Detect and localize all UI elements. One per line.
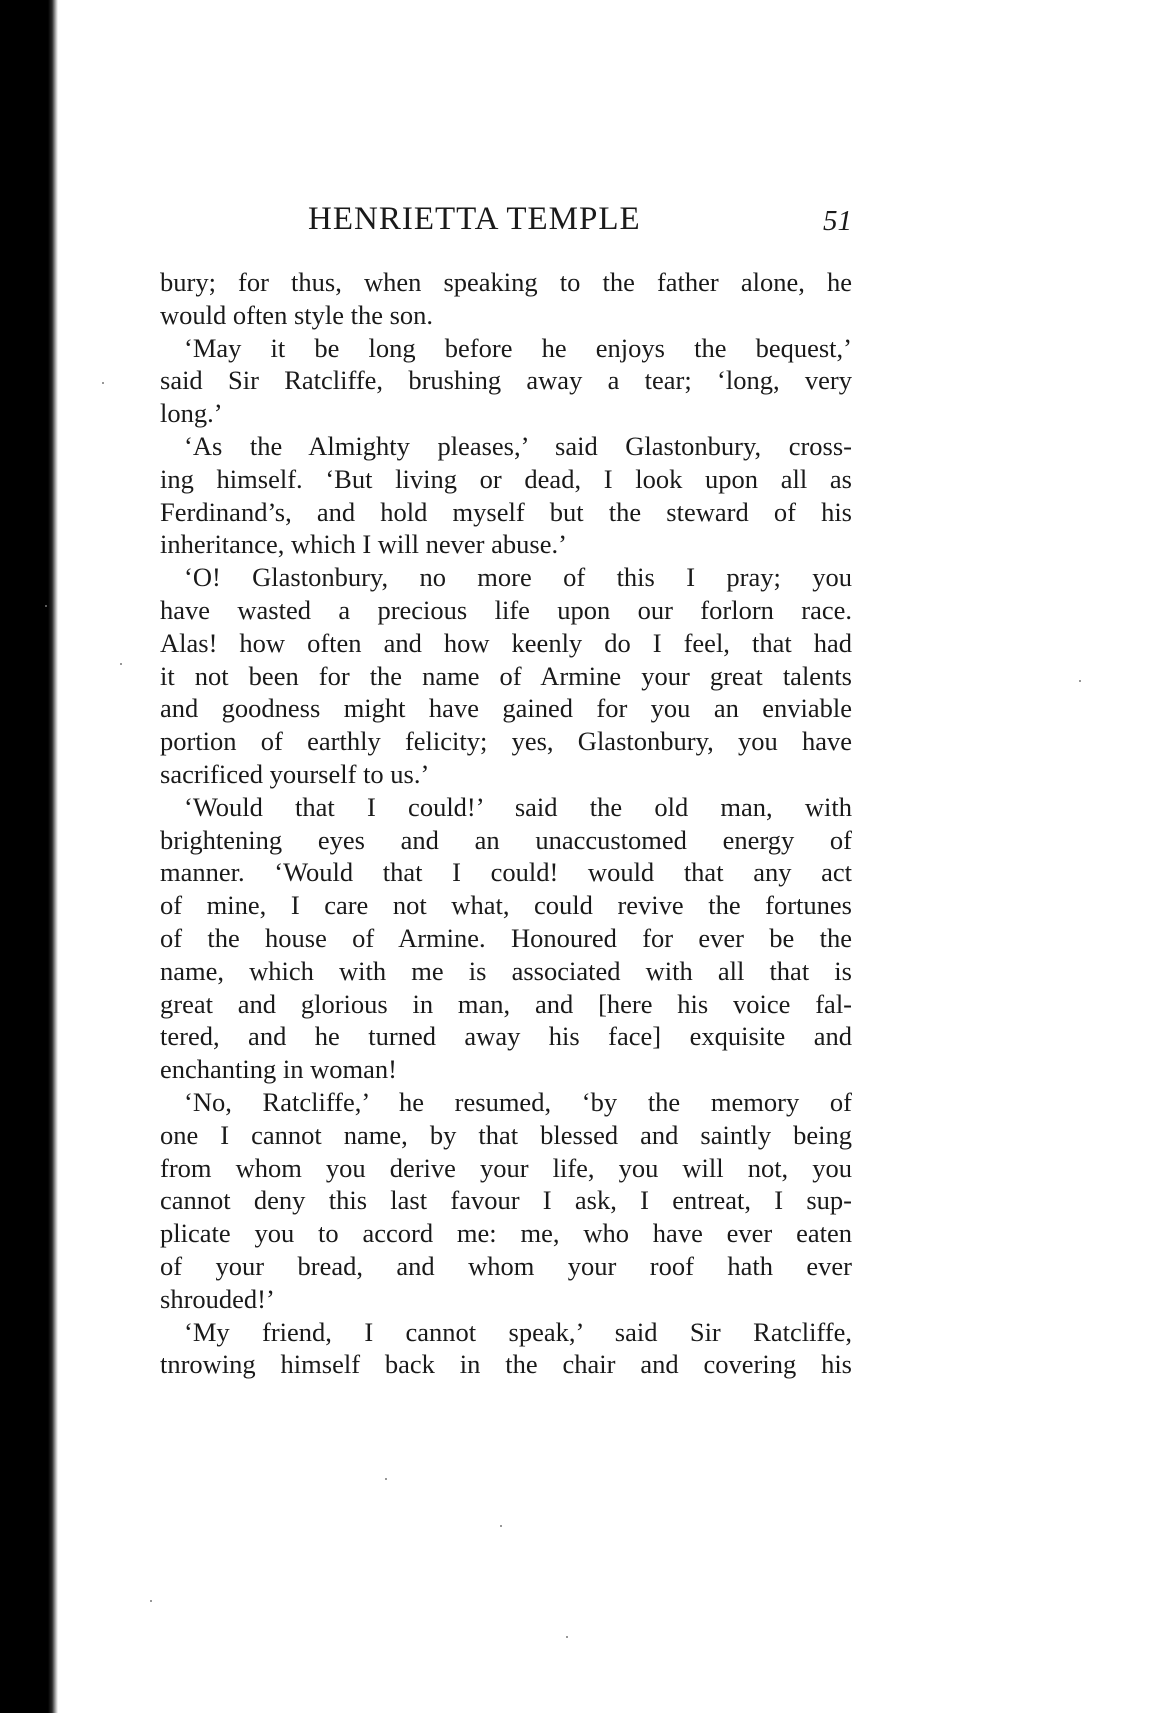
print-speck <box>566 1636 568 1638</box>
text-line: and goodness might have gained for you an enviable <box>160 693 852 724</box>
text-line: would often style the son. <box>160 299 434 330</box>
text-line: ‘Would that I could!’ said the old man, with <box>184 791 852 822</box>
running-title: HENRIETTA TEMPLE <box>308 201 641 237</box>
text-line: said Sir Ratcliffe, brushing away a tear; ‘long, very <box>160 365 852 396</box>
text-line: portion of earthly felicity; yes, Glastonbury, you have <box>160 726 852 757</box>
text-line: enchanting in woman! <box>160 1054 397 1085</box>
text-line: Alas! how often and how keenly do I feel, that had <box>160 627 852 658</box>
text-line: ‘As the Almighty pleases,’ said Glastonbury, cross- <box>184 430 852 461</box>
text-line: tnrowing himself back in the chair and covering his <box>160 1349 852 1380</box>
text-line: it not been for the name of Armine your great talents <box>160 660 852 691</box>
text-line: shrouded!’ <box>160 1283 275 1314</box>
print-speck <box>385 1478 387 1480</box>
text-line: brightening eyes and an unaccustomed energy of <box>160 824 852 855</box>
text-line: inheritance, which I will never abuse.’ <box>160 529 567 560</box>
text-line: ing himself. ‘But living or dead, I look upon all as <box>160 463 852 494</box>
text-line: of mine, I care not what, could revive the fortunes <box>160 890 852 921</box>
text-line: one I cannot name, by that blessed and saintly being <box>160 1119 852 1150</box>
text-line: Ferdinand’s, and hold myself but the steward of his <box>160 496 852 527</box>
text-line: ‘My friend, I cannot speak,’ said Sir Ratcliffe, <box>184 1316 852 1347</box>
print-speck <box>45 605 47 607</box>
text-line: long.’ <box>160 398 223 429</box>
text-line: sacrificed yourself to us.’ <box>160 758 430 789</box>
page-number: 51 <box>823 205 852 237</box>
text-line: plicate you to accord me: me, who have ever eaten <box>160 1218 852 1249</box>
text-line: have wasted a precious life upon our forlorn race. <box>160 594 852 625</box>
body-text <box>160 266 852 1381</box>
print-speck <box>1079 680 1081 682</box>
text-line: ‘O! Glastonbury, no more of this I pray; you <box>184 562 852 593</box>
book-binding-edge <box>0 0 58 1713</box>
print-speck <box>120 663 122 665</box>
text-line: bury; for thus, when speaking to the father alone, he <box>160 267 852 297</box>
print-speck <box>150 1600 152 1602</box>
text-line: manner. ‘Would that I could! would that any act <box>160 857 852 888</box>
print-speck <box>102 382 104 384</box>
text-line: from whom you derive your life, you will not, you <box>160 1152 852 1183</box>
running-head <box>160 201 852 241</box>
text-line: of the house of Armine. Honoured for ever be the <box>160 922 852 953</box>
text-line: name, which with me is associated with all that is <box>160 955 852 986</box>
print-speck <box>500 1525 502 1527</box>
text-line: tered, and he turned away his face] exquisite and <box>160 1021 852 1052</box>
text-line: of your bread, and whom your roof hath ever <box>160 1250 852 1281</box>
text-line: great and glorious in man, and [here his voice fal- <box>160 988 852 1019</box>
text-line: ‘No, Ratcliffe,’ he resumed, ‘by the memory of <box>184 1086 852 1117</box>
text-line: cannot deny this last favour I ask, I entreat, I sup- <box>160 1185 852 1216</box>
text-line: ‘May it be long before he enjoys the bequest,’ <box>184 332 852 363</box>
